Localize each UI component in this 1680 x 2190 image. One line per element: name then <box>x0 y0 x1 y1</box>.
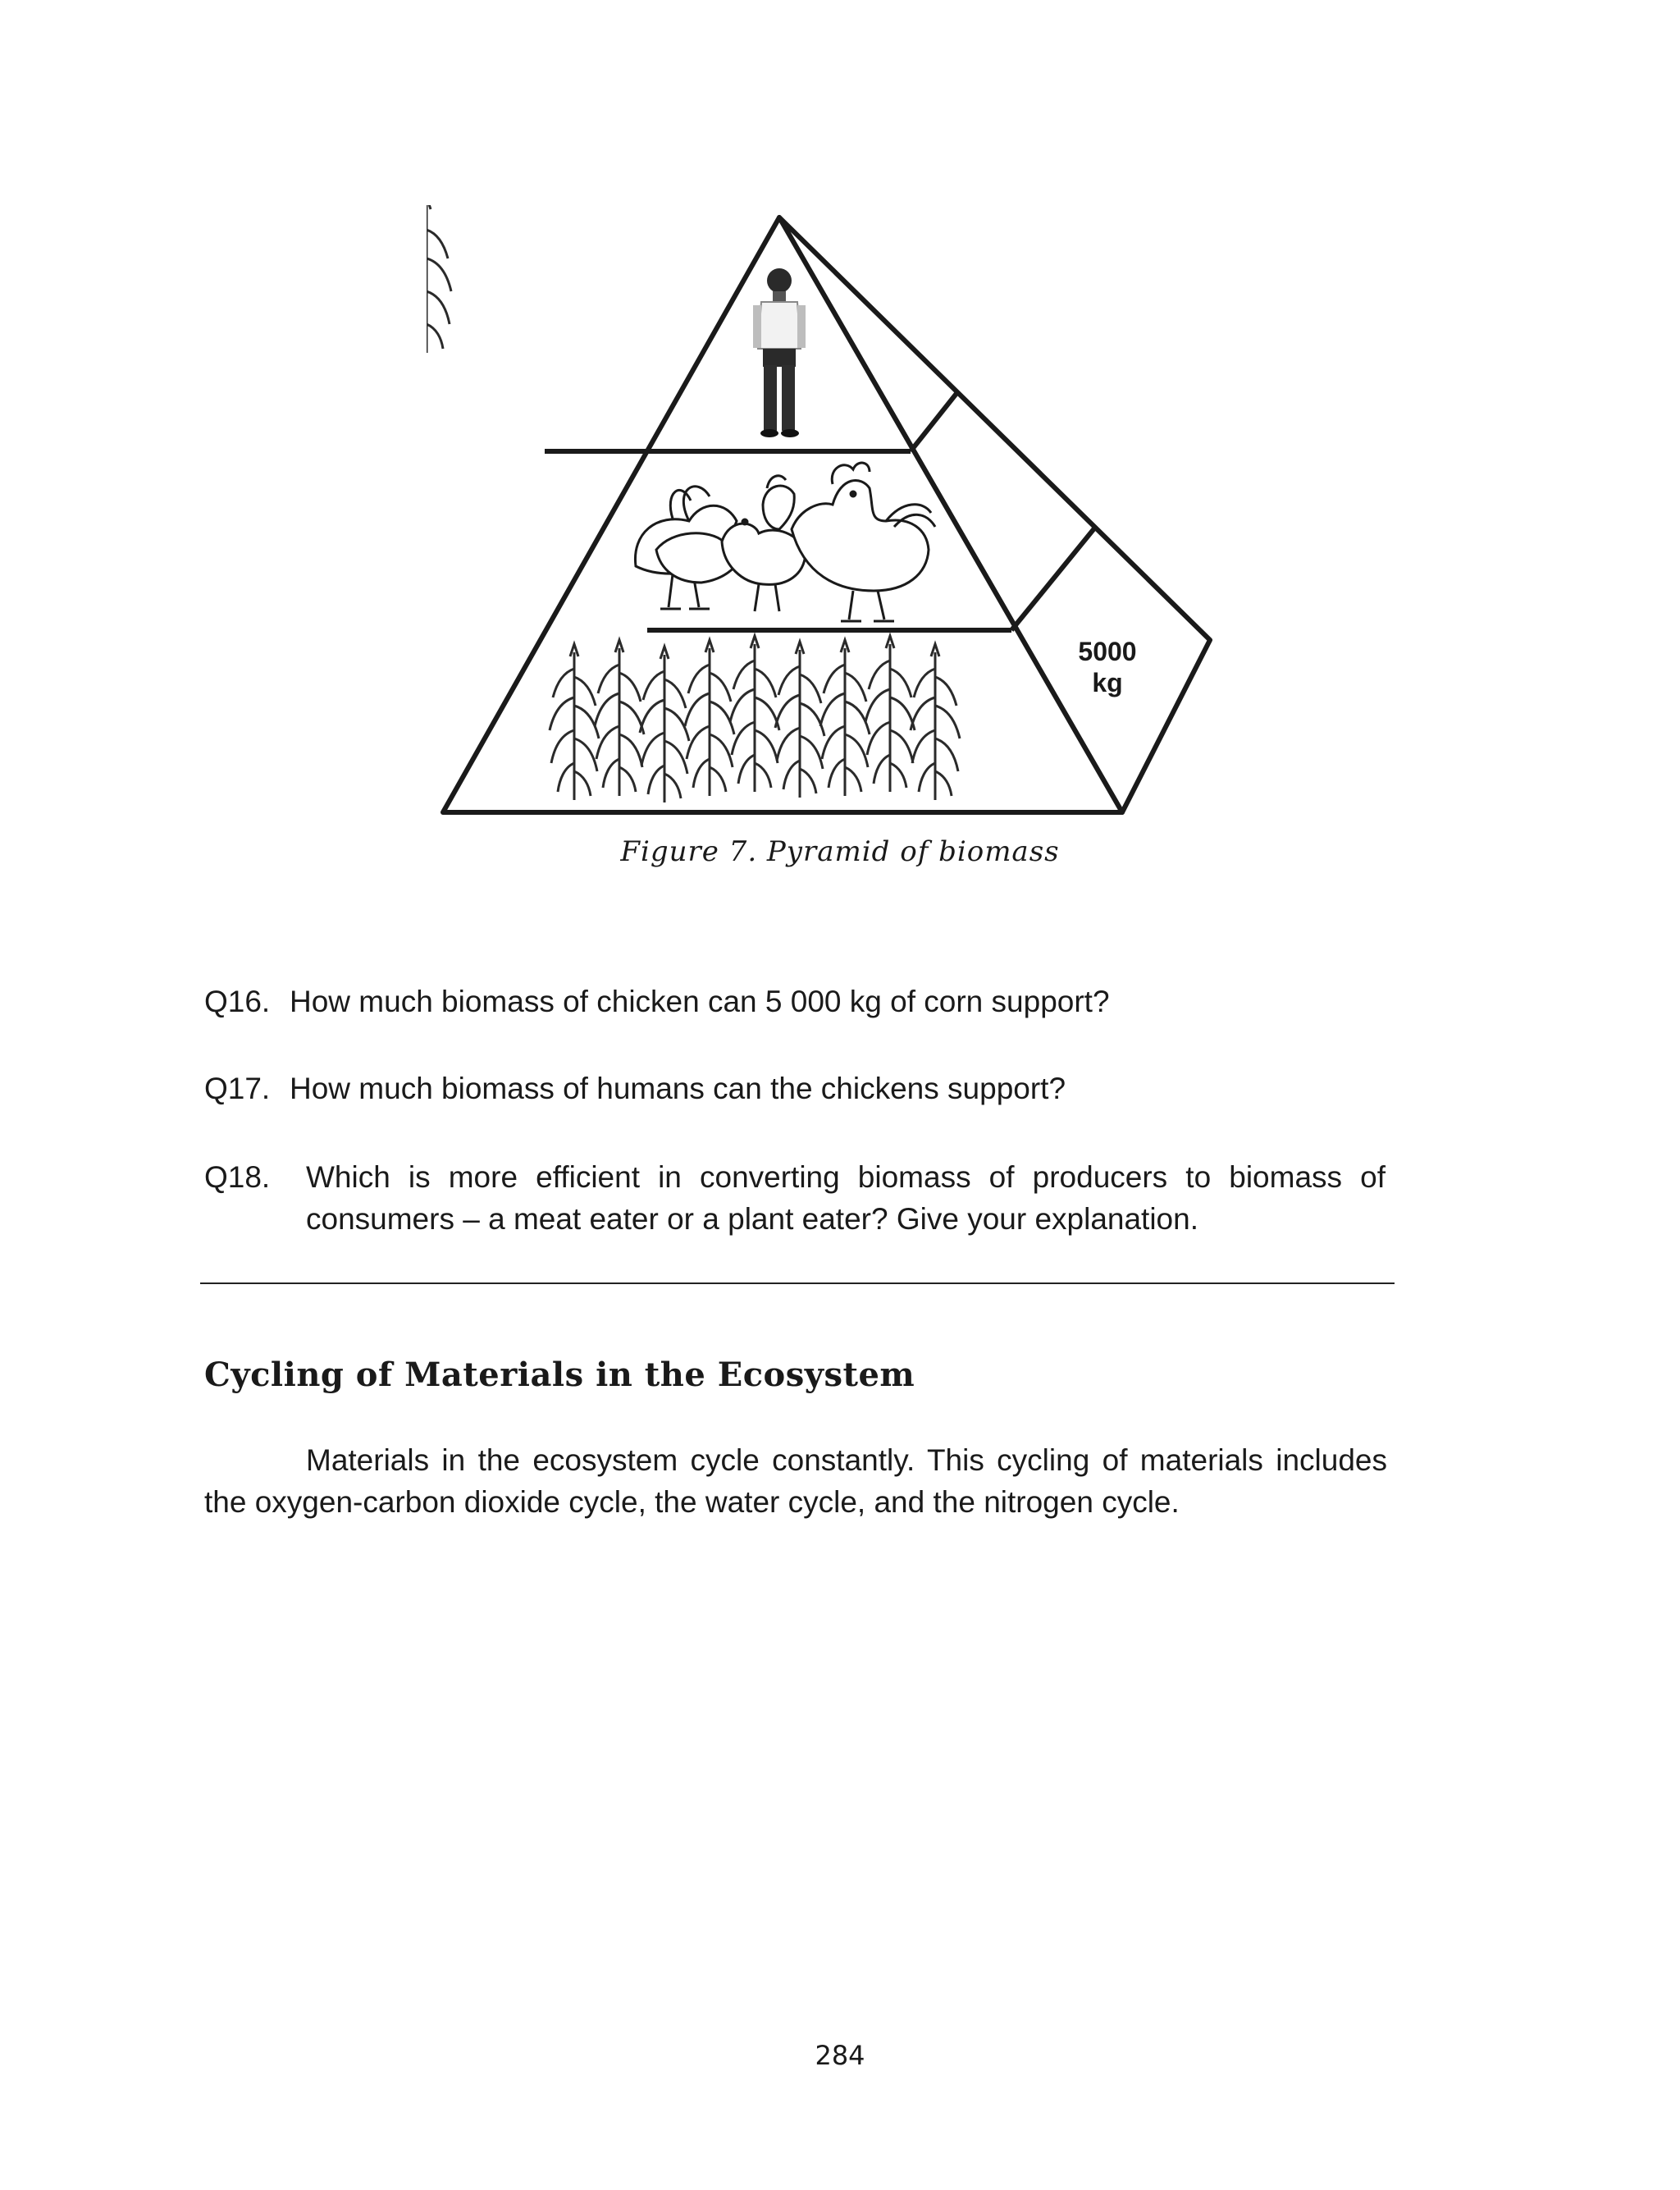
question-number: Q17. <box>204 1072 271 1105</box>
figure-caption: Figure 7. Pyramid of biomass <box>620 835 1060 868</box>
question-16 <box>204 981 1394 1023</box>
question-text: Which is more efficient in converting biomass of producers to biomass of consumers – a meat eater or a plant eater? Give your explanation. <box>306 1160 1386 1236</box>
side-label-unit: kg <box>1092 668 1123 697</box>
section-divider <box>200 1282 1395 1284</box>
page-number: 284 <box>815 2040 865 2071</box>
question-18 <box>204 1156 1386 1246</box>
section-heading: Cycling of Materials in the Ecosystem <box>204 1356 915 1394</box>
question-number: Q18. <box>204 1160 271 1194</box>
question-text: How much biomass of chicken can 5 000 kg of corn support? <box>290 985 1110 1018</box>
section-paragraph: Materials in the ecosystem cycle constantly. This cycling of materials includes the oxygen-carbon dioxide cycle, the water cycle, and the nitrogen cycle. <box>204 1443 1387 1519</box>
biomass-pyramid-figure <box>427 205 1230 829</box>
side-label-value: 5000 <box>1078 637 1137 666</box>
question-number: Q16. <box>204 985 271 1018</box>
question-17 <box>204 1068 1394 1110</box>
question-text: How much biomass of humans can the chickens support? <box>290 1072 1066 1105</box>
